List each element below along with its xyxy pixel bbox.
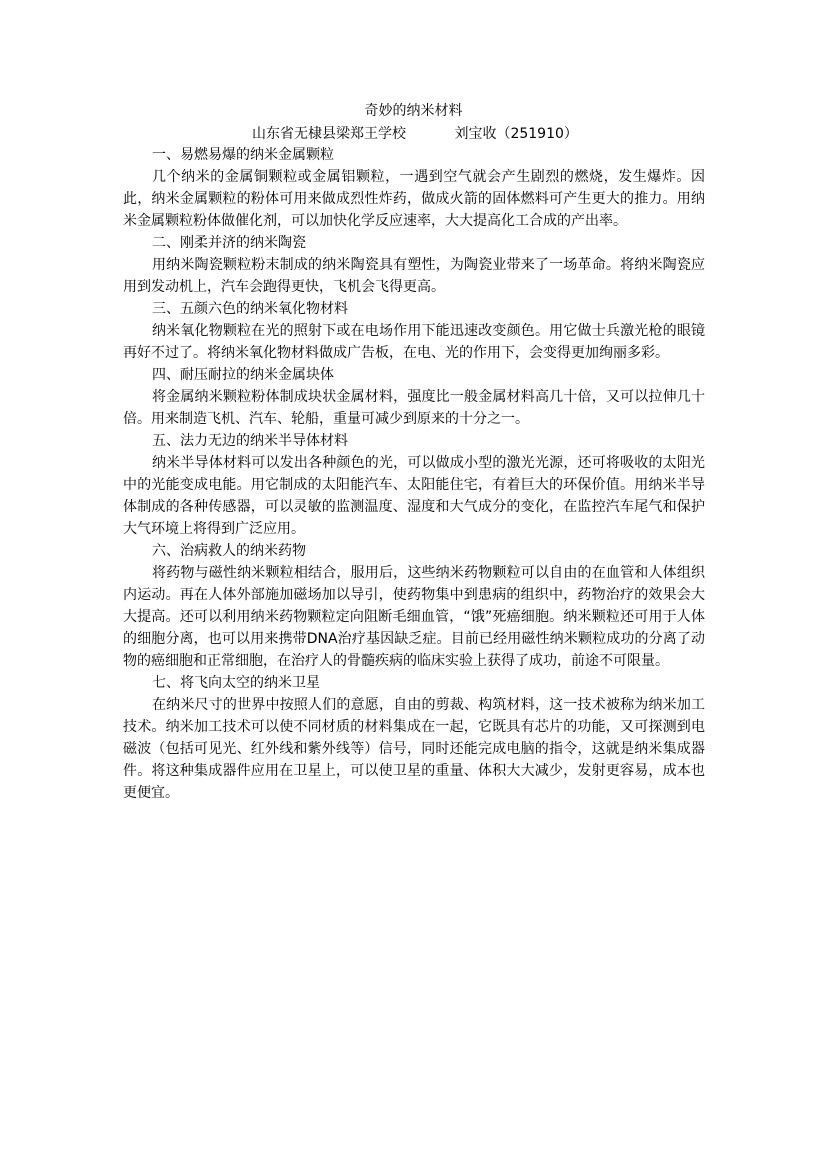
section-heading: 六、治病救人的纳米药物 [152, 543, 306, 559]
section-3 [123, 298, 705, 364]
section-heading: 七、将飞向太空的纳米卫星 [152, 675, 320, 691]
section-paragraph: 用纳米陶瓷颗粒粉末制成的纳米陶瓷具有塑性，为陶瓷业带来了一场革命。将纳米陶瓷应用到发动机上，汽车会跑得更快，飞机会飞得更高。 [123, 257, 705, 295]
section-heading: 五、法力无边的纳米半导体材料 [152, 433, 348, 449]
section-7 [123, 672, 705, 804]
section-heading: 三、五颜六色的纳米氧化物材料 [152, 301, 348, 317]
section-5 [123, 430, 705, 540]
section-paragraph: 将金属纳米颗粒粉体制成块状金属材料，强度比一般金属材料高几十倍，又可以拉伸几十倍。用来制造飞机、汽车、轮船，重量可减少到原来的十分之一。 [123, 389, 705, 427]
section-heading: 二、刚柔并济的纳米陶瓷 [152, 235, 306, 251]
section-1 [123, 144, 705, 232]
section-paragraph: 纳米半导体材料可以发出各种颜色的光，可以做成小型的激光光源，还可将吸收的太阳光中的光能变成电能。用它制成的太阳能汽车、太阳能住宅，有着巨大的环保价值。用纳米半导体制成的各种传感器，可以灵敏的监测温度、湿度和大气成分的变化，在监控汽车尾气和保护大气环境上将得到广泛应用。 [123, 455, 705, 537]
author-name: 刘宝收（251910） [454, 126, 578, 142]
section-6 [123, 540, 705, 672]
section-heading: 一、易燃易爆的纳米金属颗粒 [152, 147, 334, 163]
section-paragraph: 纳米氧化物颗粒在光的照射下或在电场作用下能迅速改变颜色。用它做士兵激光枪的眼镜再好不过了。将纳米氧化物材料做成广告板，在电、光的作用下，会变得更加绚丽多彩。 [123, 323, 705, 361]
section-paragraph: 将药物与磁性纳米颗粒相结合，服用后，这些纳米药物颗粒可以自由的在血管和人体组织内运动。再在人体外部施加磁场加以导引，使药物集中到患病的组织中，药物治疗的效果会大大提高。还可以利用纳米药物颗粒定向阻断毛细血管，“饿”死癌细胞。纳米颗粒还可用于人体的细胞分离，也可以用来携带DNA治疗基因缺乏症。目前已经用磁性纳米颗粒成功的分离了动物的癌细胞和正常细胞，在治疗人的骨髓疾病的临床实验上获得了成功，前途不可限量。 [123, 565, 705, 669]
section-2 [123, 232, 705, 298]
author-school: 山东省无棣县梁郑王学校 [252, 126, 406, 142]
section-heading: 四、耐压耐拉的纳米金属块体 [152, 367, 334, 383]
section-4 [123, 364, 705, 430]
section-paragraph: 在纳米尺寸的世界中按照人们的意愿，自由的剪裁、构筑材料，这一技术被称为纳米加工技术。纳米加工技术可以使不同材质的材料集成在一起，它既具有芯片的功能，又可探测到电磁波（包括可见光、红外线和紫外线等）信号，同时还能完成电脑的指令，这就是纳米集成器件。将这种集成器件应用在卫星上，可以使卫星的重量、体积大大减少，发射更容易，成本也更便宜。 [123, 697, 705, 801]
byline [252, 123, 578, 145]
section-paragraph: 几个纳米的金属铜颗粒或金属铝颗粒，一遇到空气就会产生剧烈的燃烧，发生爆炸。因此，纳米金属颗粒的粉体可用来做成烈性炸药，做成火箭的固体燃料可产生更大的推力。用纳米金属颗粒粉体做催化剂，可以加快化学反应速率，大大提高化工合成的产出率。 [123, 169, 705, 229]
document-title: 奇妙的纳米材料 [364, 103, 463, 119]
article-body [123, 144, 705, 804]
